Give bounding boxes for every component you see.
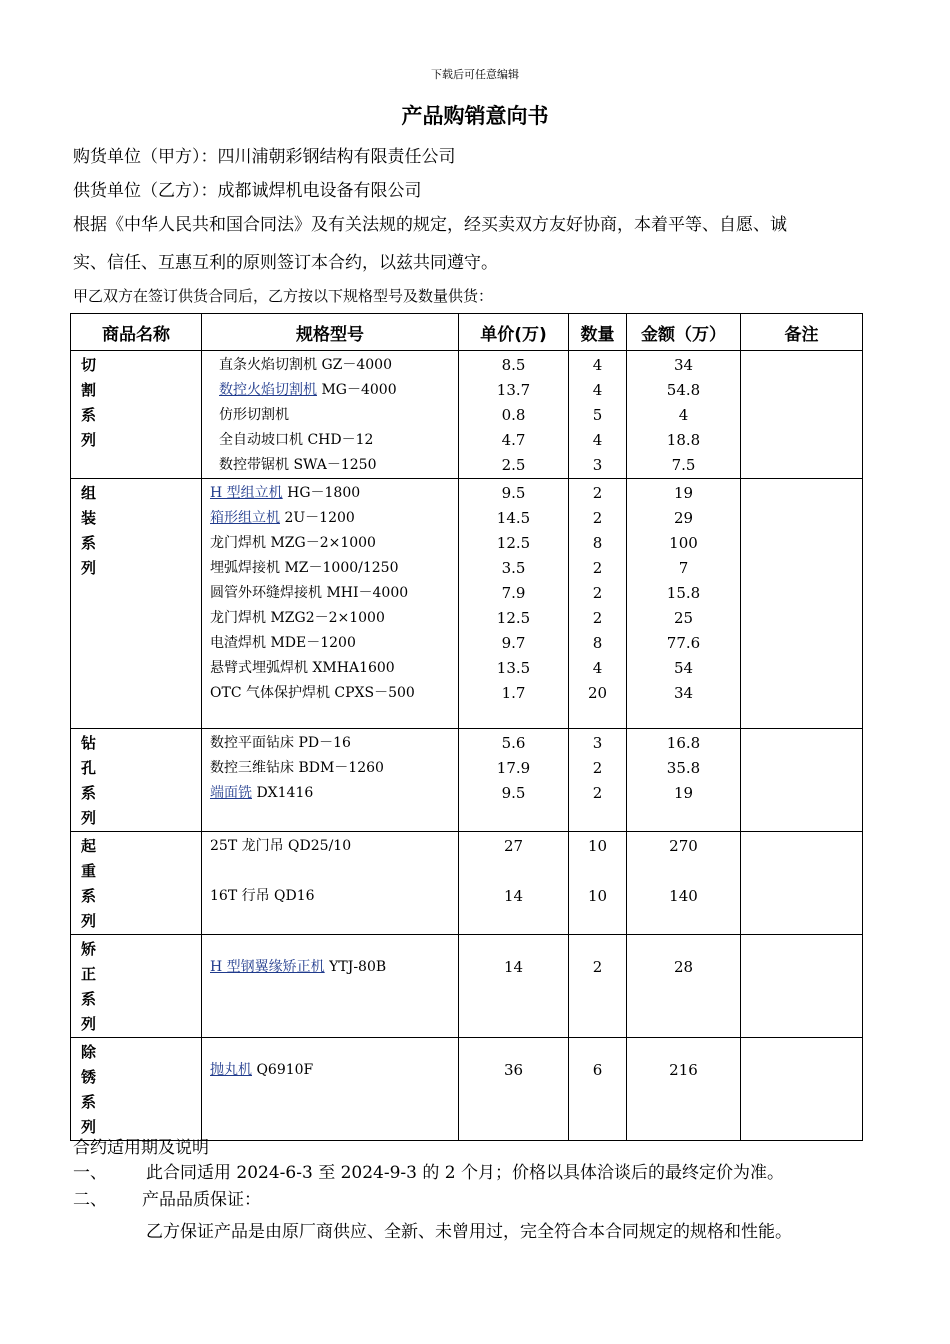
model-text: MG－4000 [321, 382, 397, 398]
qty-entry: 10 [587, 837, 608, 855]
amount-cell [627, 479, 741, 729]
amount-entry: 54 [673, 659, 694, 677]
qty-entry: 4 [592, 431, 603, 449]
amount-entry: 34 [673, 356, 694, 374]
model-entry [202, 428, 458, 453]
category-char: 除 [81, 1043, 97, 1061]
model-cell [202, 479, 459, 729]
product-table [70, 313, 863, 1141]
qty-cell [569, 832, 627, 935]
category-char: 系 [81, 990, 97, 1008]
model-cell [202, 1038, 459, 1141]
header-model: 规格型号 [202, 314, 459, 351]
category-char: 锈 [81, 1068, 97, 1086]
qty-entry: 2 [592, 958, 603, 976]
price-entry: 17.9 [496, 759, 531, 777]
amount-entry: 100 [669, 534, 698, 552]
price-entry: 36 [503, 1061, 524, 1079]
price-entry: 9.5 [501, 484, 526, 502]
price-cell [459, 1038, 569, 1141]
model-text: 电渣焊机 MDE－1200 [210, 635, 356, 651]
model-link[interactable]: 端面铣 [210, 785, 252, 801]
preamble-line-1: 根据《中华人民共和国合同法》及有关法规的规定，经买卖双方友好协商，本着平等、自愿、诚 [73, 215, 787, 235]
amount-entry: 140 [669, 887, 698, 905]
footer-item-2-body: 乙方保证产品是由原厂商供应、全新、未曾用过，完全符合本合同规定的规格和性能。 [146, 1222, 792, 1242]
model-entry [202, 531, 458, 556]
model-entry [202, 353, 458, 378]
model-link[interactable]: 箱形组立机 [210, 510, 280, 526]
model-link[interactable]: H 型组立机 [210, 485, 283, 501]
price-entry: 9.5 [501, 784, 526, 802]
amount-entry: 19 [673, 484, 694, 502]
model-entry [202, 481, 458, 506]
remarks-cell [741, 832, 863, 935]
amount-entry: 25 [673, 609, 694, 627]
category-char: 系 [81, 784, 97, 802]
category-cell [71, 351, 202, 479]
category-char: 重 [81, 862, 97, 880]
model-entry [202, 834, 458, 859]
amount-entry: 7.5 [671, 456, 696, 474]
price-entry: 14.5 [496, 509, 531, 527]
remarks-cell [741, 479, 863, 729]
remarks-cell [741, 935, 863, 1038]
price-entry: 5.6 [501, 734, 526, 752]
model-entry [202, 681, 458, 706]
amount-entry: 15.8 [666, 584, 701, 602]
model-text: Q6910F [256, 1062, 314, 1078]
model-text: 圆管外环缝焊接机 MHI－4000 [210, 585, 409, 601]
price-entry: 2.5 [501, 456, 526, 474]
model-text: 25T 龙门吊 QD25/10 [210, 838, 352, 854]
product-group-row [71, 351, 863, 479]
amount-entry: 34 [673, 684, 694, 702]
model-text: OTC 气体保护焊机 CPXS－500 [210, 685, 415, 701]
qty-cell [569, 1038, 627, 1141]
header-unit-price: 单价(万) [459, 314, 569, 351]
qty-entry: 2 [592, 559, 603, 577]
model-entry [202, 506, 458, 531]
price-entry: 7.9 [501, 584, 526, 602]
qty-entry: 6 [592, 1061, 603, 1079]
price-entry: 9.7 [501, 634, 526, 652]
price-entry: 1.7 [501, 684, 526, 702]
model-link[interactable]: H 型钢翼缘矫正机 [210, 959, 325, 975]
qty-entry: 3 [592, 734, 603, 752]
price-cell [459, 935, 569, 1038]
product-group-row [71, 935, 863, 1038]
category-cell [71, 832, 202, 935]
model-text: HG－1800 [287, 485, 361, 501]
model-entry [202, 884, 458, 909]
model-text: YTJ-80B [329, 959, 387, 975]
qty-entry: 3 [592, 456, 603, 474]
price-cell [459, 832, 569, 935]
price-cell [459, 729, 569, 832]
qty-entry: 5 [592, 406, 603, 424]
qty-entry: 4 [592, 381, 603, 399]
model-cell [202, 351, 459, 479]
preamble-line-2: 实、信任、互惠互利的原则签订本合约，以兹共同遵守。 [73, 253, 498, 273]
model-entry [202, 756, 458, 781]
footer-item-1-number: 一、 [73, 1163, 107, 1183]
category-cell [71, 479, 202, 729]
model-text: 全自动坡口机 CHD－12 [219, 432, 374, 448]
product-group-row [71, 832, 863, 935]
amount-entry: 4 [678, 406, 689, 424]
model-text: 直条火焰切割机 GZ－4000 [219, 357, 392, 373]
model-entry [202, 403, 458, 428]
model-text: 数控带锯机 SWA－1250 [219, 457, 377, 473]
amount-entry [627, 859, 740, 884]
amount-entry: 54.8 [666, 381, 701, 399]
amount-entry: 35.8 [666, 759, 701, 777]
category-char: 组 [81, 484, 97, 502]
document-title: 产品购销意向书 [401, 104, 549, 128]
footer-item-1-text: 此合同适用 2024-6-3 至 2024-9-3 的 2 个月；价格以具体洽谈后的最终定价为准。 [146, 1163, 785, 1183]
header-product-name: 商品名称 [71, 314, 202, 351]
category-char: 切 [81, 356, 97, 374]
price-entry: 12.5 [496, 609, 531, 627]
price-entry: 13.5 [496, 659, 531, 677]
price-entry: 27 [503, 837, 524, 855]
model-link[interactable]: 抛丸机 [210, 1062, 252, 1078]
category-char: 孔 [81, 759, 97, 777]
remarks-cell [741, 729, 863, 832]
qty-cell [569, 935, 627, 1038]
model-entry [202, 631, 458, 656]
category-char: 矫 [81, 940, 97, 958]
model-entry [202, 581, 458, 606]
qty-entry: 2 [592, 759, 603, 777]
qty-entry: 20 [587, 684, 608, 702]
qty-entry: 2 [592, 509, 603, 527]
price-entry: 12.5 [496, 534, 531, 552]
table-header-row [71, 314, 863, 351]
model-text: 埋弧焊接机 MZ－1000/1250 [210, 560, 399, 576]
category-cell [71, 935, 202, 1038]
model-cell [202, 935, 459, 1038]
amount-entry: 18.8 [666, 431, 701, 449]
qty-entry: 8 [592, 634, 603, 652]
qty-entry [569, 859, 626, 884]
category-char: 列 [81, 1015, 97, 1033]
supply-note: 甲乙双方在签订供货合同后，乙方按以下规格型号及数量供货： [73, 287, 494, 305]
amount-entry: 29 [673, 509, 694, 527]
category-char: 系 [81, 887, 97, 905]
model-link[interactable]: 数控火焰切割机 [219, 382, 317, 398]
model-entry [202, 378, 458, 403]
category-char: 割 [81, 381, 97, 399]
amount-entry: 7 [678, 559, 689, 577]
qty-entry: 2 [592, 584, 603, 602]
category-char: 列 [81, 809, 97, 827]
model-entry [202, 781, 458, 806]
qty-cell [569, 479, 627, 729]
product-group-row [71, 729, 863, 832]
price-entry: 14 [503, 887, 524, 905]
model-cell [202, 729, 459, 832]
price-entry: 0.8 [501, 406, 526, 424]
product-group-row [71, 1038, 863, 1141]
qty-entry: 2 [592, 609, 603, 627]
price-entry: 8.5 [501, 356, 526, 374]
amount-entry: 19 [673, 784, 694, 802]
footer-item-2-text: 产品品质保证： [142, 1190, 261, 1210]
model-entry [202, 453, 458, 478]
amount-cell [627, 935, 741, 1038]
model-entry [202, 1058, 458, 1083]
price-entry: 3.5 [501, 559, 526, 577]
price-cell [459, 479, 569, 729]
header-remarks: 备注 [741, 314, 863, 351]
model-text: 龙门焊机 MZG－2×1000 [210, 535, 376, 551]
amount-entry: 216 [669, 1061, 698, 1079]
footer-item-2-number: 二、 [73, 1190, 107, 1210]
qty-cell [569, 729, 627, 832]
category-char: 起 [81, 837, 97, 855]
price-entry: 14 [503, 958, 524, 976]
price-cell [459, 351, 569, 479]
category-cell [71, 729, 202, 832]
remarks-cell [741, 1038, 863, 1141]
amount-entry: 77.6 [666, 634, 701, 652]
category-char: 列 [81, 431, 97, 449]
buyer-line: 购货单位（甲方）：四川浦朝彩钢结构有限责任公司 [73, 147, 456, 167]
qty-entry: 8 [592, 534, 603, 552]
model-text: 悬臂式埋弧焊机 XMHA1600 [210, 660, 395, 676]
model-text: 龙门焊机 MZG2－2×1000 [210, 610, 385, 626]
price-entry: 4.7 [501, 431, 526, 449]
amount-entry: 16.8 [666, 734, 701, 752]
category-char: 系 [81, 534, 97, 552]
model-text: 16T 行吊 QD16 [210, 888, 315, 904]
model-entry [202, 955, 458, 980]
amount-cell [627, 729, 741, 832]
model-entry [202, 606, 458, 631]
category-char: 系 [81, 406, 97, 424]
supplier-line: 供货单位（乙方）：成都诚焊机电设备有限公司 [73, 181, 422, 201]
amount-entry: 270 [669, 837, 698, 855]
qty-entry: 4 [592, 659, 603, 677]
category-char: 装 [81, 509, 97, 527]
header-quantity: 数量 [569, 314, 627, 351]
qty-entry: 4 [592, 356, 603, 374]
remarks-cell [741, 351, 863, 479]
qty-entry: 2 [592, 484, 603, 502]
qty-cell [569, 351, 627, 479]
model-text: 数控三维钻床 BDM－1260 [210, 760, 384, 776]
category-char: 系 [81, 1093, 97, 1111]
model-entry [202, 731, 458, 756]
table-body [71, 351, 863, 1141]
model-entry [202, 859, 458, 884]
category-char: 钻 [81, 734, 97, 752]
amount-cell [627, 832, 741, 935]
model-entry [202, 556, 458, 581]
amount-cell [627, 1038, 741, 1141]
model-text: DX1416 [256, 785, 314, 801]
category-char: 列 [81, 559, 97, 577]
footer-heading: 合约适用期及说明 [73, 1138, 209, 1158]
model-cell [202, 832, 459, 935]
header-amount: 金额（万） [627, 314, 741, 351]
qty-entry: 2 [592, 784, 603, 802]
price-entry: 13.7 [496, 381, 531, 399]
price-entry [459, 859, 568, 884]
category-char: 列 [81, 912, 97, 930]
category-cell [71, 1038, 202, 1141]
model-entry [202, 656, 458, 681]
category-char: 列 [81, 1118, 97, 1136]
qty-entry: 10 [587, 887, 608, 905]
model-text: 2U－1200 [284, 510, 355, 526]
amount-cell [627, 351, 741, 479]
category-char: 正 [81, 965, 97, 983]
model-text: 数控平面钻床 PD－16 [210, 735, 351, 751]
model-text: 仿形切割机 [219, 407, 289, 423]
amount-entry: 28 [673, 958, 694, 976]
header-note: 下载后可任意编辑 [431, 68, 519, 81]
product-group-row [71, 479, 863, 729]
